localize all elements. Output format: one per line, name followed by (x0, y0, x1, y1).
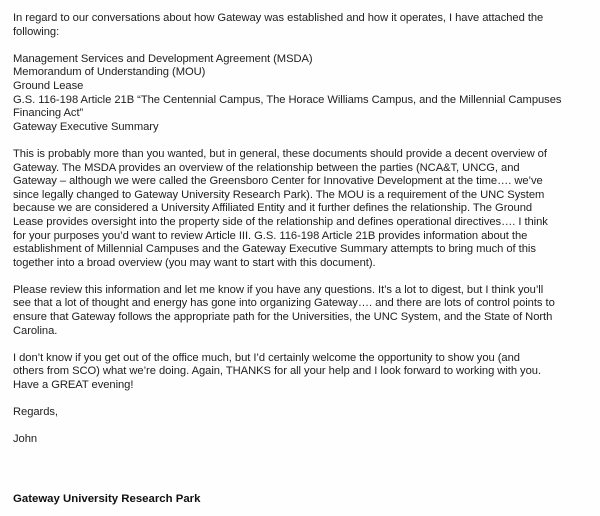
text-line: following: (13, 25, 60, 38)
blank-line (13, 270, 595, 284)
blank-line (13, 338, 595, 352)
attachment-item: Gateway Executive Summary (13, 120, 159, 133)
salutation (13, 406, 595, 420)
closing-paragraph (13, 352, 595, 393)
text-line: Gateway – although we were called the Greensboro Center for Innovative Development at the time…. we’ve (13, 175, 543, 188)
text-line: because we are considered a University Affiliated Entity and it further defines the relationship. The Ground (13, 202, 533, 215)
review-paragraph (13, 284, 595, 338)
text-line: I don’t know if you get out of the office much, but I’d certainly welcome the opportunity to show you (and (13, 351, 520, 364)
attachment-item: Management Services and Development Agreement (MSDA) (13, 52, 313, 65)
intro-paragraph (13, 12, 595, 39)
text-line: establishment of Millennial Campuses and the Gateway Executive Summary attempts to bring much of this (13, 243, 536, 256)
blank-line (13, 420, 595, 434)
attachment-item: Financing Act” (13, 107, 84, 120)
text-line: together into a broad overview (you may want to start with this document). (13, 256, 376, 269)
organization-name: Gateway University Research Park (13, 493, 201, 505)
text-line: ensure that Gateway follows the appropriate path for the Universities, the UNC System, and the State of North (13, 311, 553, 324)
signer-text: John (13, 433, 38, 446)
attachment-item: Memorandum of Understanding (MOU) (13, 66, 206, 79)
blank-line (13, 39, 595, 53)
attachment-item: G.S. 116-198 Article 21B “The Centennial Campus, The Horace Williams Campus, and the Millennial Campuses (13, 93, 562, 106)
text-line: Carolina. (13, 324, 58, 337)
text-line: Have a GREAT evening! (13, 379, 134, 392)
overview-paragraph (13, 148, 595, 270)
text-line: This is probably more than you wanted, but in general, these documents should provide a decent overview of (13, 147, 547, 160)
text-line: Please review this information and let me know if you have any questions. It’s a lot to digest, but I think you’ll (13, 283, 544, 296)
blank-line (13, 134, 595, 148)
text-line: since legally changed to Gateway University Research Park). The MOU is a requirement of the UNC System (13, 188, 545, 201)
attachments-list (13, 53, 595, 135)
text-line: others from SCO) what we’re doing. Again, THANKS for all your help and I look forward to working with you. (13, 365, 542, 378)
text-line: In regard to our conversations about how Gateway was established and how it operates, I have attached the (13, 12, 544, 24)
letter-body (13, 12, 595, 447)
attachment-item: Ground Lease (13, 79, 84, 92)
salutation-text: Regards, (13, 406, 58, 419)
text-line: for your purposes you’d want to review Article III. G.S. 116-198 Article 21B provides information about the (13, 229, 528, 242)
text-line: Lease provides oversight into the property side of the relationship and defines operational directives…. I think (13, 215, 548, 228)
text-line: Gateway. The MSDA provides an overview of the relationship between the parties (NCA&T, UNCG, and (13, 161, 520, 174)
signer-name (13, 433, 595, 447)
blank-line (13, 393, 595, 407)
text-line: see that a lot of thought and energy has gone into organizing Gateway…. and there are lots of control points to (13, 297, 555, 310)
